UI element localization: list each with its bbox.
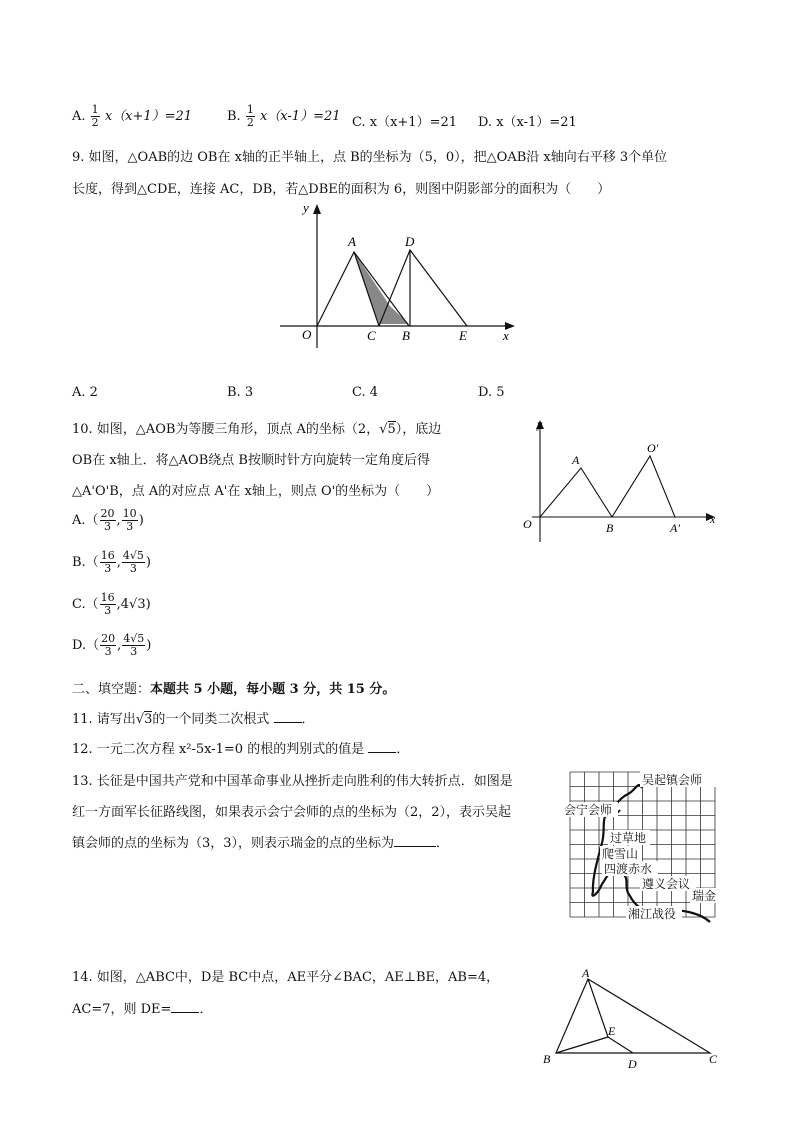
segment-be xyxy=(556,1037,608,1053)
segment-de xyxy=(608,1037,633,1053)
q9-label-e: E xyxy=(459,328,467,343)
q9-figure xyxy=(275,198,525,348)
q14-label-e: E xyxy=(608,1024,616,1038)
q8-option-a: A. $\frac{1}{2}$ x（x+1）=21 xyxy=(72,103,193,129)
q10-label-y: y xyxy=(537,417,543,431)
label-xiangjiang: 湘江战役 xyxy=(628,907,677,921)
label-chishui: 四渡赤水 xyxy=(604,862,653,876)
q10-label-a: A xyxy=(572,453,580,467)
q9-label-a: A xyxy=(348,234,356,249)
label-wuqi: 吴起镇会师 xyxy=(642,773,703,787)
q9-label-b: B xyxy=(402,328,410,343)
answer-blank[interactable] xyxy=(394,834,436,847)
q9-label-x: x xyxy=(503,328,509,343)
q10-figure xyxy=(510,412,725,542)
q10-triangle-aprime xyxy=(612,456,675,517)
q10-option-a: A.（ $\frac{20}{3}$ , $\frac{10}{3}$ ) xyxy=(72,507,144,533)
q14-label-c: C xyxy=(709,1052,718,1066)
q12: 12. 一元二次方程 x²-5x-1=0 的根的判别式的值是 ． xyxy=(72,742,410,757)
q13-line1: 13. 长征是中国共产党和中国革命事业从挫折走向胜利的伟大转折点．如图是 xyxy=(72,774,513,789)
q10-label-aprime: A' xyxy=(670,521,680,535)
q14-line1: 14. 如图，△ABC中，D是 BC中点，AE平分∠BAC，AE⊥BE，AB=4， xyxy=(72,970,500,985)
q9-label-o: O xyxy=(302,327,312,342)
q13-line2: 红一方面军长征路线图，如果表示会宁会师的点的坐标为（2，2），表示吴起 xyxy=(72,805,512,820)
q14-label-b: B xyxy=(543,1052,551,1066)
q14-line2: AC=7，则 DE= ． xyxy=(72,1002,213,1017)
q8-option-d: D. x（x-1）=21 xyxy=(478,115,577,130)
q14-figure xyxy=(538,965,723,1075)
q10-option-b: B.（ $\frac{16}{3}$ , $\frac{4√5}{3}$ ) xyxy=(72,549,151,575)
q10-label-b: B xyxy=(606,521,614,535)
q9-option-a: A. 2 xyxy=(72,385,98,400)
q9-option-b: B. 3 xyxy=(227,385,254,400)
sqrt-sign: √ xyxy=(135,712,145,727)
section-heading: 二、填空题：本题共 5 小题，每小题 3 分，共 15 分。 xyxy=(72,682,396,697)
q13-map xyxy=(560,768,725,928)
q10-triangle-aob xyxy=(540,468,612,517)
q10-line2: OB在 x轴上．将△AOB绕点 B按顺时针方向旋转一定角度后得 xyxy=(72,453,430,468)
q10-option-c: C.（ $\frac{16}{3}$ ,4√3) xyxy=(72,591,151,617)
label-huining: 会宁会师 xyxy=(564,803,613,817)
answer-blank[interactable] xyxy=(171,1000,199,1013)
q9-option-c: C. 4 xyxy=(352,385,379,400)
q8-option-b: B. $\frac{1}{2}$ x（x-1）=21 xyxy=(227,103,341,129)
q14-label-a: A xyxy=(582,966,590,980)
label-ruijin: 瑞金 xyxy=(692,889,717,903)
label-zunyi: 遵义会议 xyxy=(642,877,691,891)
fraction: $\frac{1}{2}$ xyxy=(91,103,99,129)
q9-label-d: D xyxy=(405,234,415,249)
q13-line3: 镇会师的点的坐标为（3，3），则表示瑞金的点的坐标为 ． xyxy=(72,836,450,851)
q9-label-y: y xyxy=(303,200,309,215)
q10-label-o: O xyxy=(523,517,532,531)
answer-blank[interactable] xyxy=(368,740,396,753)
q9-label-c: C xyxy=(367,328,376,343)
q14-label-d: D xyxy=(628,1057,637,1071)
q9-option-d: D. 5 xyxy=(478,385,505,400)
q10-option-d: D.（ $\frac{20}{3}$ , $\frac{4√5}{3}$ ) xyxy=(72,632,152,658)
fraction: $\frac{1}{2}$ xyxy=(246,103,254,129)
q9-y-arrow xyxy=(313,204,321,214)
q11: 11. 请写出√3的一个同类二次根式 ． xyxy=(72,712,315,727)
label-xueshan: 爬雪山 xyxy=(602,847,639,861)
q8-option-c: C. x（x+1）=21 xyxy=(352,115,458,130)
q10-line1: 10. 如图，△AOB为等腰三角形，顶点 A的坐标（2，√5），底边 xyxy=(72,422,442,437)
q10-label-x: x xyxy=(710,512,716,526)
triangle-abc xyxy=(556,979,710,1053)
q10-label-oprime: O' xyxy=(647,441,659,455)
segment-ae xyxy=(588,979,608,1037)
q9-line1: 9. 如图，△OAB的边 OB在 x轴的正半轴上，点 B的坐标为（5，0），把△OAB沿 x轴向右平移 3个单位 xyxy=(72,150,668,165)
sqrt-sign: √ xyxy=(379,422,388,437)
label-caodi: 过草地 xyxy=(610,831,647,845)
answer-blank[interactable] xyxy=(274,710,302,723)
q9-line2: 长度，得到△CDE，连接 AC，DB，若△DBE的面积为 6，则图中阴影部分的面积为（ ） xyxy=(72,182,611,197)
q10-line3: △A'O'B，点 A的对应点 A'在 x轴上，则点 O'的坐标为（ ） xyxy=(72,484,440,499)
